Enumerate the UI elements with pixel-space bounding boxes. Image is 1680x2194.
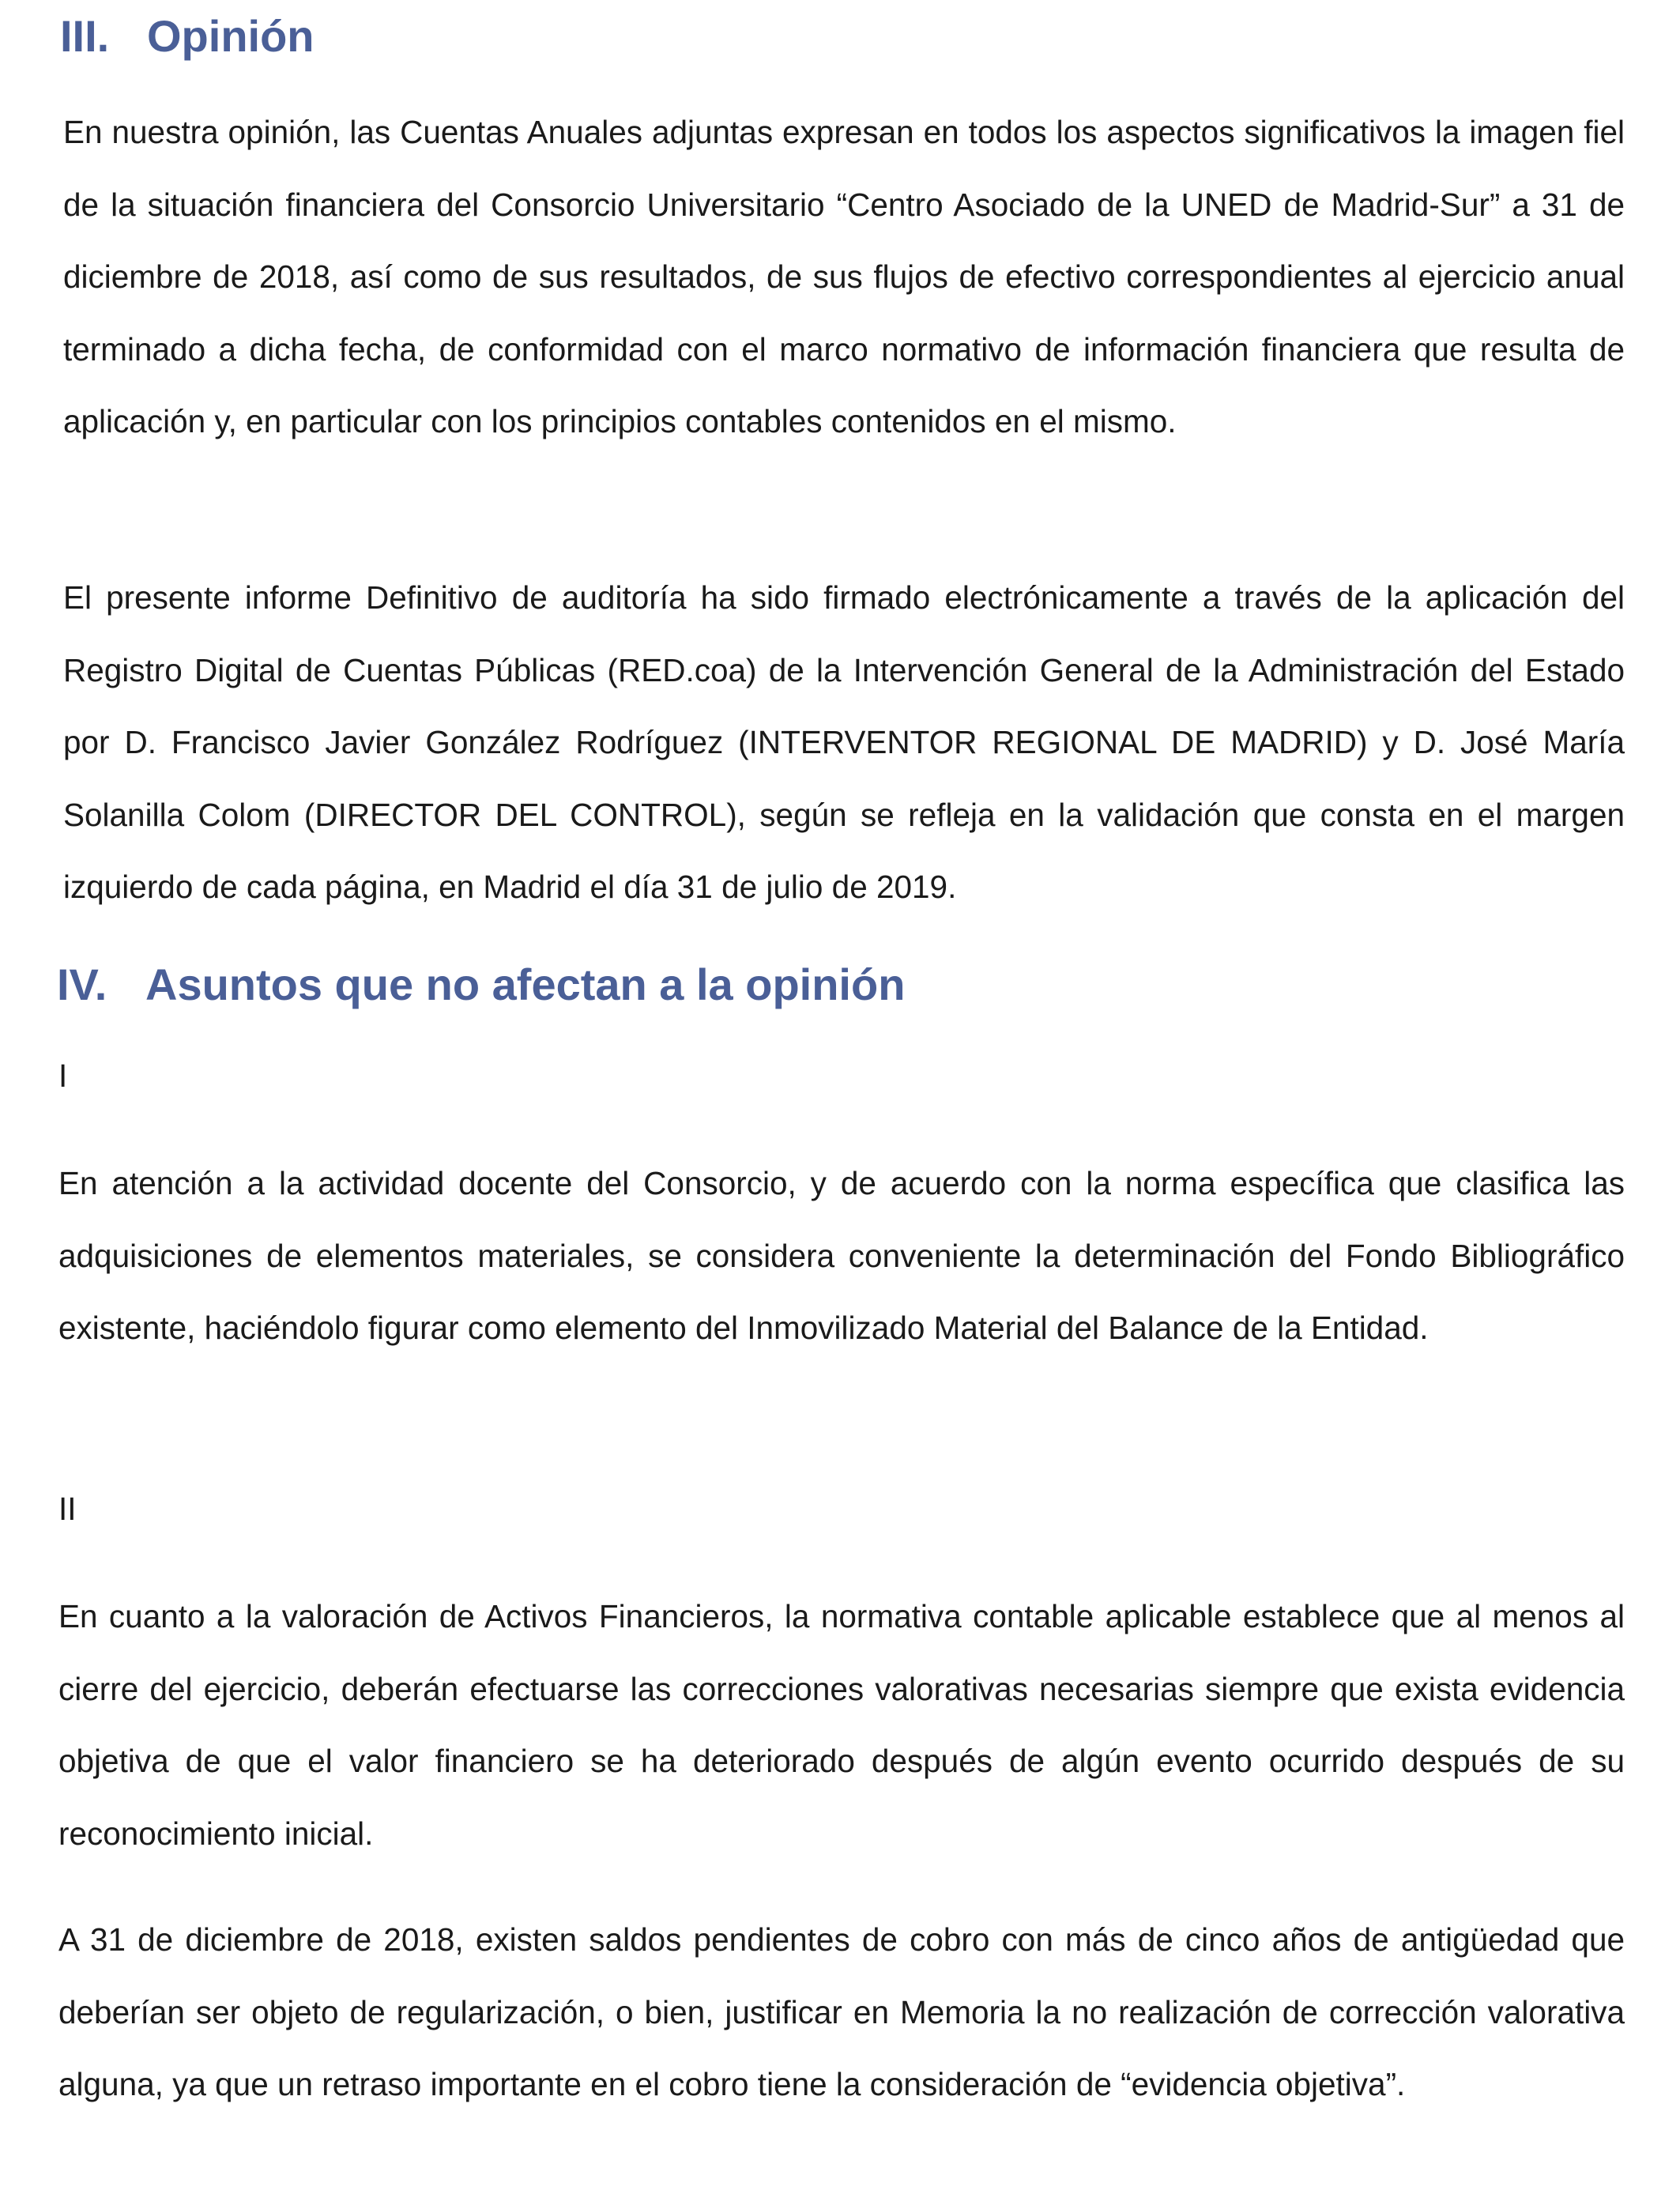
item-numeral-i	[58, 1040, 1623, 1113]
section-iv-heading	[57, 959, 1622, 1010]
section-title: Opinión	[147, 11, 315, 61]
item-numeral-ii	[58, 1473, 1623, 1546]
fondo-bibliografico-paragraph	[58, 1148, 1625, 1365]
item-numeral: II	[58, 1491, 77, 1527]
paragraph: A 31 de diciembre de 2018, existen saldos pendientes de cobro con más de cinco años de antigüedad que deberían ser objeto de regularización, o bien, justificar en Memoria la no realización de corrección valorativa alguna, ya que un retraso importante en el cobro tiene la consideración de “evidencia objetiva”.	[58, 1921, 1625, 2102]
paragraph: En nuestra opinión, las Cuentas Anuales adjuntas expresan en todos los aspectos significativos la imagen fiel de la situación financiera del Consorcio Universitario “Centro Asociado de la UNED de Madrid-Sur” a 31 de diciembre de 2018, así como de sus resultados, de sus flujos de efectivo correspondientes al ejercicio anual terminado a dicha fecha, de conformidad con el marco normativo de información financiera que resulta de aplicación y, en particular con los principios contables contenidos en el mismo.	[63, 114, 1625, 439]
paragraph: En atención a la actividad docente del Consorcio, y de acuerdo con la norma específica que clasifica las adquisiciones de elementos materiales, se considera conveniente la determinación del Fondo Bibliográfico existente, haciéndolo figurar como elemento del Inmovilizado Material del Balance de la Entidad.	[58, 1165, 1625, 1346]
section-heading	[57, 959, 1622, 1010]
section-title: Asuntos que no afectan a la opinión	[145, 959, 906, 1009]
section-iii-heading	[60, 11, 1625, 62]
activos-financieros-paragraph	[58, 1581, 1625, 1870]
section-heading	[60, 11, 1625, 62]
paragraph: En cuanto a la valoración de Activos Financieros, la normativa contable aplicable establece que al menos al cierre del ejercicio, deberán efectuarse las correcciones valorativas necesarias siempre que exista evidencia objetiva de que el valor financiero se ha deteriorado después de algún evento ocurrido después de su reconocimiento inicial.	[58, 1598, 1625, 1852]
section-number: IV.	[57, 959, 107, 1009]
saldos-pendientes-paragraph	[58, 1904, 1625, 2121]
section-number: III.	[60, 11, 110, 61]
item-numeral: I	[58, 1057, 68, 1094]
paragraph: El presente informe Definitivo de auditoría ha sido firmado electrónicamente a través de la aplicación del Registro Digital de Cuentas Públicas (RED.coa) de la Intervención General de la Administración del Estado por D. Francisco Javier González Rodríguez (INTERVENTOR REGIONAL DE MADRID) y D. José María Solanilla Colom (DIRECTOR DEL CONTROL), según se refleja en la validación que consta en el margen izquierdo de cada página, en Madrid el día 31 de julio de 2019.	[63, 579, 1625, 905]
signature-paragraph	[63, 562, 1625, 924]
opinion-paragraph	[63, 96, 1625, 458]
